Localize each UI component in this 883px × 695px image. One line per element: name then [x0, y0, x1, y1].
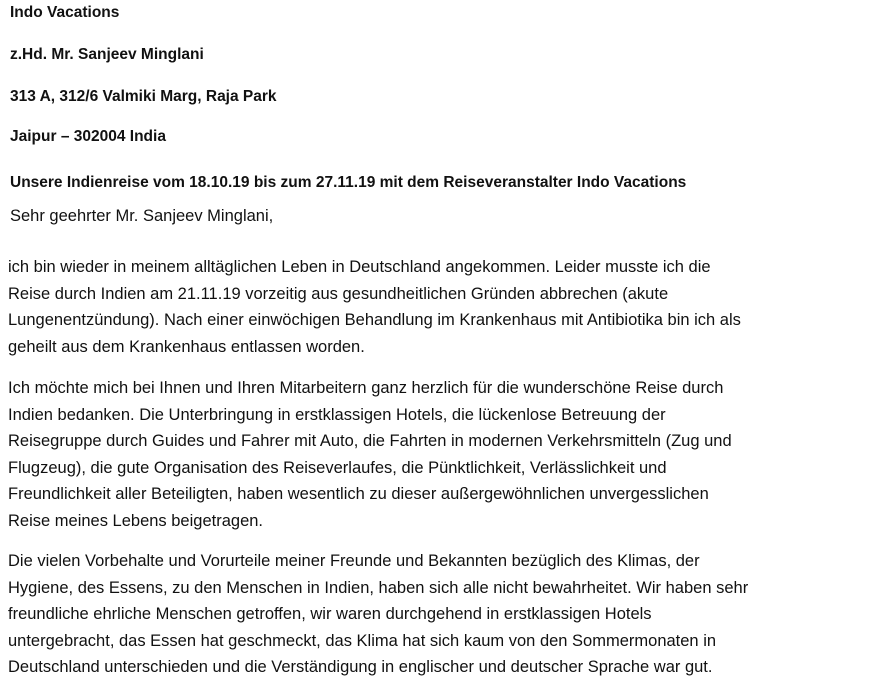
paragraph-line: Deutschland unterschieden und die Verständigung in englischer und deutscher Sprache war gut.: [8, 658, 713, 676]
recipient-attention: z.Hd. Mr. Sanjeev Minglani: [10, 46, 204, 63]
body-paragraph-3: [8, 548, 748, 681]
paragraph-line: Lungenentzündung). Nach einer einwöchigen Behandlung im Krankenhaus mit Antibiotika bin ich als: [8, 311, 741, 329]
paragraph-line: Freundlichkeit aller Beteiligten, haben wesentlich zu dieser außergewöhnlichen unvergesslichen: [8, 485, 709, 503]
letter-salutation: Sehr geehrter Mr. Sanjeev Minglani,: [10, 207, 274, 225]
recipient-company: Indo Vacations: [10, 4, 120, 21]
recipient-city: Jaipur – 302004 India: [10, 128, 166, 145]
paragraph-line: Reise meines Lebens beigetragen.: [8, 511, 264, 530]
paragraph-line: Hygiene, des Essens, zu den Menschen in Indien, haben sich alle nicht bewahrheitet. Wir haben sehr: [8, 578, 749, 597]
paragraph-line: Die vielen Vorbehalte und Vorurteile meiner Freunde und Bekannten bezüglich des Klimas, der: [8, 552, 700, 570]
letter-subject: Unsere Indienreise vom 18.10.19 bis zum 27.11.19 mit dem Reiseveranstalter Indo Vacations: [10, 174, 687, 191]
paragraph-line: Flugzeug), die gute Organisation des Reiseverlaufes, die Pünktlichkeit, Verlässlichkeit und: [8, 458, 667, 477]
body-paragraph-1: [8, 254, 741, 360]
paragraph-line: Reisegruppe durch Guides und Fahrer mit Auto, die Fahrten in modernen Verkehrsmitteln (Zug und: [8, 432, 732, 450]
body-paragraph-2: [8, 375, 732, 534]
paragraph-line: Reise durch Indien am 21.11.19 vorzeitig aus gesundheitlichen Gründen abbrechen (akute: [8, 284, 669, 303]
paragraph-line: Indien bedanken. Die Unterbringung in erstklassigen Hotels, die lückenlose Betreuung der: [8, 405, 666, 424]
paragraph-line: untergebracht, das Essen hat geschmeckt, das Klima hat sich kaum von den Sommermonaten in: [8, 631, 717, 650]
paragraph-line: geheilt aus dem Krankenhaus entlassen worden.: [8, 337, 365, 356]
recipient-street: 313 A, 312/6 Valmiki Marg, Raja Park: [10, 88, 277, 105]
paragraph-line: freundliche ehrliche Menschen getroffen, wir waren durchgehend in erstklassigen Hotels: [8, 605, 652, 623]
paragraph-line: Ich möchte mich bei Ihnen und Ihren Mitarbeitern ganz herzlich für die wunderschöne Reise durch: [8, 379, 724, 397]
paragraph-line: ich bin wieder in meinem alltäglichen Leben in Deutschland angekommen. Leider musste ich die: [8, 258, 711, 276]
